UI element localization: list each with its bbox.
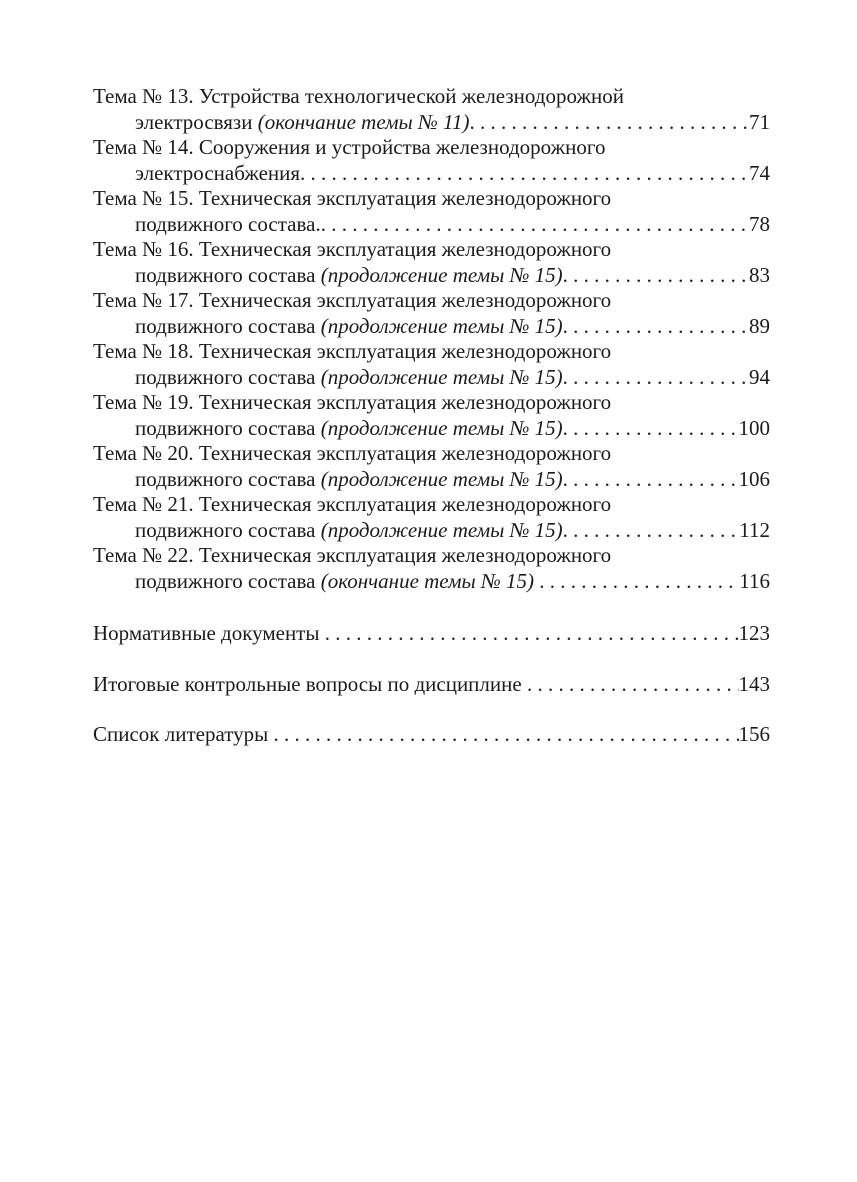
toc-entry-title-line <box>93 186 770 212</box>
toc-entry-title-line <box>93 84 770 110</box>
toc-entry-continuation-line <box>93 110 770 136</box>
dot-leader <box>321 212 749 238</box>
page-number: 89 <box>749 313 770 338</box>
dot-leader <box>274 722 739 748</box>
dot-leader <box>325 621 739 647</box>
toc-entry-continuation-line <box>93 314 770 340</box>
toc-entry-note-italic: (продолжение темы № 15) <box>320 364 563 389</box>
dot-leader <box>563 314 749 340</box>
toc-entry-title: Тема № 15. Техническая эксплуатация железнодорожного <box>93 186 612 210</box>
toc-entry-title: Тема № 13. Устройства технологической железнодорожной <box>93 84 624 108</box>
toc-entry-title-line <box>93 441 770 467</box>
toc-entry-continuation-line <box>93 365 770 391</box>
toc-entry <box>93 84 770 135</box>
toc-section-row <box>93 672 770 698</box>
toc-entry-title: Тема № 14. Сооружения и устройства железнодорожного <box>93 135 606 159</box>
toc-entry-continuation-line <box>93 212 770 238</box>
toc-entry-continuation-line <box>93 161 770 187</box>
toc-entry <box>93 390 770 441</box>
dot-leader <box>469 110 749 136</box>
dot-leader <box>563 263 749 289</box>
toc-entry-continuation: подвижного состава <box>135 568 321 593</box>
toc-section-label: Итоговые контрольные вопросы по дисциплине <box>93 671 527 696</box>
toc-entry-continuation: подвижного состава <box>135 364 321 389</box>
toc-entry-note-italic: (продолжение темы № 15) <box>320 262 563 287</box>
dot-leader <box>527 672 739 698</box>
toc-entry-continuation: электросвязи <box>135 109 258 134</box>
toc-entry-title: Тема № 20. Техническая эксплуатация железнодорожного <box>93 441 612 465</box>
toc-entry-title: Тема № 19. Техническая эксплуатация железнодорожного <box>93 390 612 414</box>
toc-entry-note-italic: (продолжение темы № 15) <box>320 466 563 491</box>
toc-entry <box>93 543 770 594</box>
page-number: 74 <box>749 160 770 185</box>
toc-entry <box>93 441 770 492</box>
toc-entry-continuation: подвижного состава <box>135 262 321 287</box>
toc-entry-title-line <box>93 390 770 416</box>
toc-entry-continuation-line <box>93 263 770 289</box>
page-number: 112 <box>739 517 770 542</box>
page-number: 106 <box>738 466 770 491</box>
toc-entry <box>93 492 770 543</box>
page-number: 100 <box>738 415 770 440</box>
toc-section-label: Нормативные документы <box>93 621 325 645</box>
toc-entry <box>93 339 770 390</box>
toc-entry-note-italic: (продолжение темы № 15) <box>320 313 563 338</box>
toc-entry-continuation: подвижного состава. <box>135 211 321 236</box>
toc-entry-note-italic: (продолжение темы № 15) <box>320 517 563 542</box>
dot-leader <box>539 569 739 595</box>
page-number: 78 <box>749 211 770 236</box>
page-number: 123 <box>738 621 770 645</box>
toc-entries <box>93 84 770 594</box>
toc-section-row <box>93 722 770 748</box>
page-number: 156 <box>738 722 770 746</box>
toc-entry-continuation: подвижного состава <box>135 313 321 338</box>
toc-entry-note-italic: (окончание темы № 15) <box>320 568 540 593</box>
toc-entry-title: Тема № 22. Техническая эксплуатация железнодорожного <box>93 543 612 567</box>
toc-entry-title: Тема № 21. Техническая эксплуатация железнодорожного <box>93 492 612 516</box>
toc-entry-continuation: электроснабжения <box>135 160 301 185</box>
toc-entry-continuation-line <box>93 467 770 493</box>
toc-entry-continuation-line <box>93 569 770 595</box>
dot-leader <box>563 416 739 442</box>
toc-entry-title: Тема № 17. Техническая эксплуатация железнодорожного <box>93 288 612 312</box>
dot-leader <box>563 518 740 544</box>
toc-entry-title: Тема № 16. Техническая эксплуатация железнодорожного <box>93 237 612 261</box>
page-number: 143 <box>738 671 770 696</box>
toc-entry-title-line <box>93 237 770 263</box>
dot-leader <box>563 467 739 493</box>
toc-entry <box>93 135 770 186</box>
toc-section-row <box>93 621 770 647</box>
toc-entry-title-line <box>93 492 770 518</box>
page-number: 71 <box>749 109 770 134</box>
toc-entry-title-line <box>93 543 770 569</box>
toc-entry-title: Тема № 18. Техническая эксплуатация железнодорожного <box>93 339 612 363</box>
page-number: 116 <box>739 568 770 593</box>
toc-entry-continuation: подвижного состава <box>135 466 321 491</box>
toc-entry <box>93 186 770 237</box>
toc-entry-continuation: подвижного состава <box>135 415 321 440</box>
toc-entry-continuation: подвижного состава <box>135 517 321 542</box>
toc-entry-note-italic: (продолжение темы № 15) <box>320 415 563 440</box>
toc-entry-title-line <box>93 135 770 161</box>
toc-section-label: Список литературы <box>93 722 274 746</box>
page-number: 94 <box>749 364 770 389</box>
toc-entry-title-line <box>93 339 770 365</box>
toc-sections <box>93 621 770 748</box>
page-number: 83 <box>749 262 770 287</box>
dot-leader <box>563 365 749 391</box>
toc-entry-title-line <box>93 288 770 314</box>
toc-entry-continuation-line <box>93 416 770 442</box>
toc-entry-continuation-line <box>93 518 770 544</box>
toc-entry-note-italic: (окончание темы № 11) <box>257 109 470 134</box>
toc-entry <box>93 288 770 339</box>
dot-leader <box>300 161 749 187</box>
toc-entry <box>93 237 770 288</box>
